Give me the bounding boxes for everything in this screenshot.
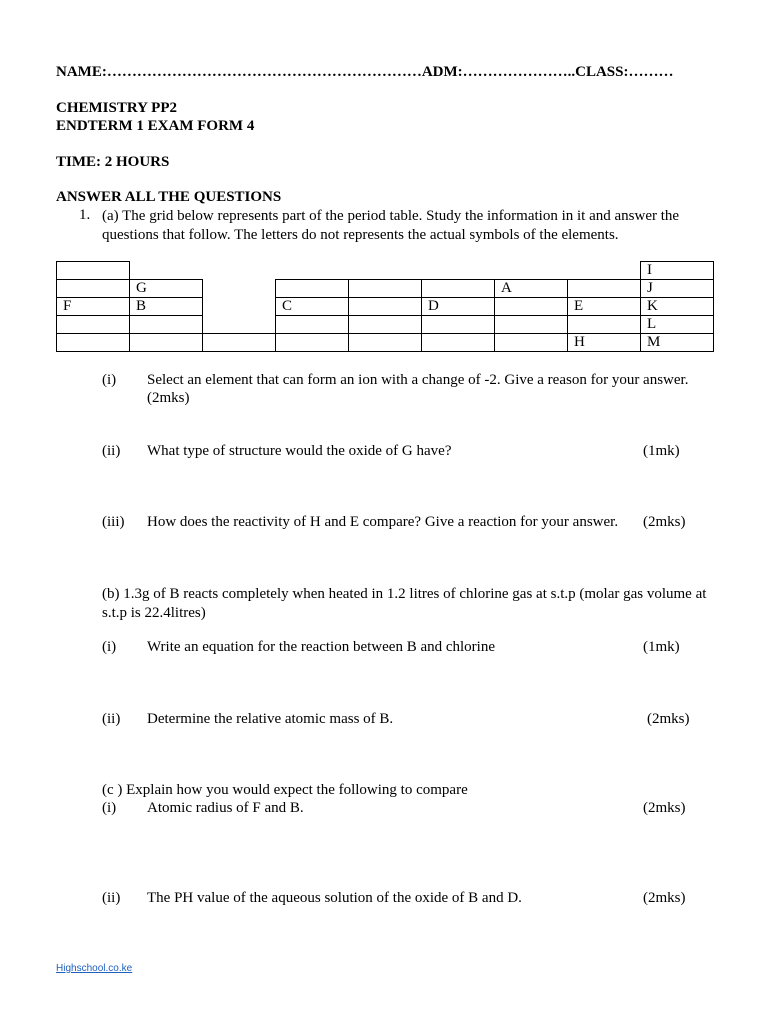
grid-cell: E [568,298,641,316]
grid-cell: G [130,280,203,298]
grid-cell: B [130,298,203,316]
grid-cell: D [422,298,495,316]
grid-cell: F [57,298,130,316]
question-text: What type of structure would the oxide of G have? [147,443,452,459]
grid-cell [349,280,422,298]
grid-cell [276,334,349,352]
grid-cell [422,280,495,298]
marks-label: (2mks) [643,514,686,530]
question-1a-intro: (a) The grid below represents part of the period table. Study the information in it and answer the questions that follow. The letters do not represents the actual symbols of the elements. [102,208,680,243]
grid-row [57,280,714,298]
question-text: Atomic radius of F and B. [147,800,304,816]
grid-cell [349,262,422,280]
grid-cell [276,316,349,334]
grid-cell [57,334,130,352]
question-text: Write an equation for the reaction between B and chlorine [147,639,496,655]
grid-row [57,298,714,316]
marks-label: (1mk) [643,443,680,459]
grid-cell [422,316,495,334]
grid-cell [130,316,203,334]
marks-label: (2mks) [643,800,686,816]
question-number: 1. [79,207,91,223]
grid-cell [495,334,568,352]
grid-cell [203,262,276,280]
grid-cell [349,334,422,352]
grid-cell [422,262,495,280]
time-allowed: TIME: 2 HOURS [56,154,170,170]
grid-cell [130,334,203,352]
question-text: How does the reactivity of H and E compare? Give a reaction for your answer. [147,514,619,530]
grid-cell: M [641,334,714,352]
grid-cell [495,262,568,280]
question-1c-intro: (c ) Explain how you would expect the following to compare [102,782,468,798]
grid-cell: A [495,280,568,298]
subject-title: CHEMISTRY PP2 [56,100,178,116]
grid-cell [276,262,349,280]
question-text: The PH value of the aqueous solution of the oxide of B and D. [147,890,522,906]
grid-cell [57,262,130,280]
grid-cell [130,262,203,280]
grid-cell [349,316,422,334]
instructions: ANSWER ALL THE QUESTIONS [56,189,282,205]
grid-cell [203,280,276,298]
student-details-line: NAME:………………………………………………………ADM:…………………..CLASS:……… [56,64,674,80]
question-number: (iii) [102,514,125,530]
grid-cell [57,280,130,298]
grid-row [57,334,714,352]
footer-link[interactable]: Highschool.co.ke [56,963,133,974]
grid-row [57,262,714,280]
grid-cell [568,262,641,280]
question-number: (i) [102,639,117,655]
exam-title: ENDTERM 1 EXAM FORM 4 [56,118,255,134]
grid-cell [568,280,641,298]
question-text: Determine the relative atomic mass of B. [147,711,394,727]
periodic-table-grid [56,261,714,352]
question-1b-intro: (b) 1.3g of B reacts completely when heated in 1.2 litres of chlorine gas at s.t.p (molar gas volume at s.t.p is 22.4litres) [102,586,707,621]
grid-row [57,316,714,334]
grid-cell: L [641,316,714,334]
marks-label: (1mk) [643,639,680,655]
grid-cell: I [641,262,714,280]
grid-cell: J [641,280,714,298]
grid-cell: K [641,298,714,316]
grid-cell [495,298,568,316]
grid-cell [203,334,276,352]
grid-cell [422,334,495,352]
question-number: (ii) [102,711,121,727]
grid-cell [495,316,568,334]
grid-cell: H [568,334,641,352]
marks-label: (2mks) [647,711,690,727]
grid-cell [276,280,349,298]
grid-cell [568,316,641,334]
grid-cell [349,298,422,316]
marks-label: (2mks) [643,890,686,906]
grid-cell [203,298,276,316]
marks-label: (2mks) [147,390,190,406]
grid-cell [57,316,130,334]
grid-cell: C [276,298,349,316]
question-number: (i) [102,800,117,816]
question-number: (ii) [102,443,121,459]
grid-cell [203,316,276,334]
question-number: (ii) [102,890,121,906]
question-number: (i) [102,372,117,388]
question-text: Select an element that can form an ion with a change of -2. Give a reason for your answer. [147,372,689,388]
